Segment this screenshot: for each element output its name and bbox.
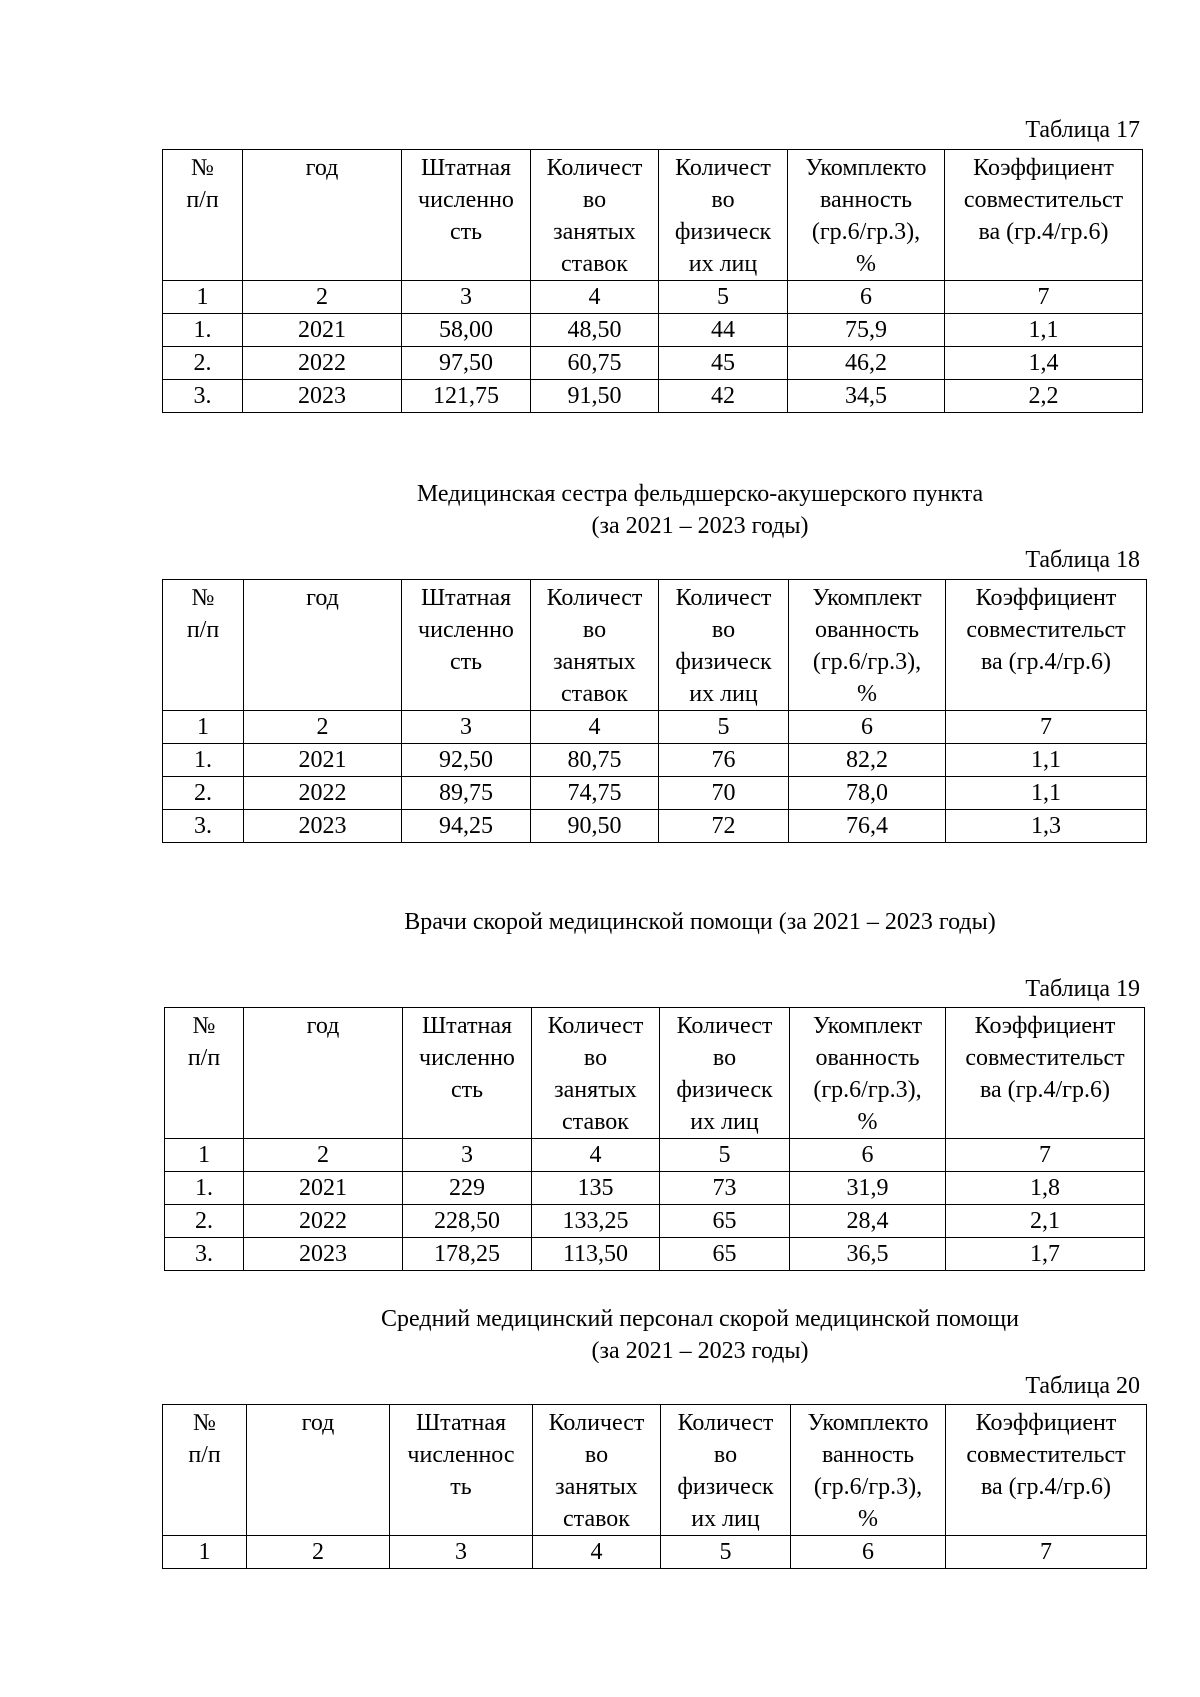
table-cell: 1 <box>163 281 243 314</box>
table-row <box>163 810 1147 843</box>
table-cell: 1. <box>165 1172 244 1205</box>
header-cell-number: № п/п <box>163 150 243 281</box>
table-row <box>165 1205 1145 1238</box>
table-cell: 5 <box>659 281 788 314</box>
table-cell: 5 <box>661 1536 791 1569</box>
table-cell: 1. <box>163 744 244 777</box>
header-cell-individuals: Количест во физическ их лиц <box>659 150 788 281</box>
table-cell: 65 <box>660 1205 790 1238</box>
table-cell: 34,5 <box>788 380 945 413</box>
table-cell: 74,75 <box>531 777 659 810</box>
table-cell: 78,0 <box>789 777 946 810</box>
table-cell: 89,75 <box>402 777 531 810</box>
table-row <box>165 1172 1145 1205</box>
table-cell: 2 <box>244 711 402 744</box>
table-cell: 2. <box>163 777 244 810</box>
table-header-row <box>163 580 1147 711</box>
table-17-label: Таблица 17 <box>1025 117 1140 143</box>
header-cell-year: год <box>244 580 402 711</box>
header-cell-number: № п/п <box>163 580 244 711</box>
header-cell-individuals: Количест во физическ их лиц <box>661 1405 791 1536</box>
table-cell: 7 <box>945 281 1143 314</box>
table-cell: 1,3 <box>946 810 1147 843</box>
table-cell: 60,75 <box>531 347 659 380</box>
table-cell: 44 <box>659 314 788 347</box>
table-cell: 75,9 <box>788 314 945 347</box>
table-cell: 92,50 <box>402 744 531 777</box>
table-row <box>163 744 1147 777</box>
table-cell: 1,1 <box>946 744 1147 777</box>
table-20 <box>162 1404 1147 1569</box>
table-cell: 2 <box>243 281 402 314</box>
table-cell: 2,1 <box>946 1205 1145 1238</box>
header-cell-number: № п/п <box>163 1405 247 1536</box>
header-cell-combination-coefficient: Коэффициент совместительст ва (гр.4/гр.6) <box>946 580 1147 711</box>
table-cell: 1,1 <box>946 777 1147 810</box>
table-cell: 5 <box>660 1139 790 1172</box>
header-cell-year: год <box>243 150 402 281</box>
table-cell: 72 <box>659 810 789 843</box>
table-cell: 2023 <box>244 1238 403 1271</box>
table-cell: 1,4 <box>945 347 1143 380</box>
header-cell-staffing-rate: Укомплекто ванность (гр.6/гр.3), % <box>791 1405 946 1536</box>
table-cell: 36,5 <box>790 1238 946 1271</box>
header-cell-individuals: Количест во физическ их лиц <box>660 1008 790 1139</box>
table-cell: 4 <box>532 1139 660 1172</box>
table-cell: 3. <box>165 1238 244 1271</box>
table-cell: 1 <box>163 711 244 744</box>
table-numbering-row <box>163 1536 1147 1569</box>
header-cell-number: № п/п <box>165 1008 244 1139</box>
table-cell: 2023 <box>243 380 402 413</box>
table-cell: 2. <box>165 1205 244 1238</box>
table-cell: 135 <box>532 1172 660 1205</box>
table-cell: 6 <box>790 1139 946 1172</box>
table-cell: 91,50 <box>531 380 659 413</box>
table-numbering-row <box>163 711 1147 744</box>
header-cell-staffing-rate: Укомплект ованность (гр.6/гр.3), % <box>790 1008 946 1139</box>
table-cell: 7 <box>946 711 1147 744</box>
table-cell: 7 <box>946 1536 1147 1569</box>
table-cell: 46,2 <box>788 347 945 380</box>
table-cell: 6 <box>788 281 945 314</box>
table-cell: 2021 <box>243 314 402 347</box>
table-18-heading-line2: (за 2021 – 2023 годы) <box>591 513 809 539</box>
header-cell-staffing-rate: Укомплекто ванность (гр.6/гр.3), % <box>788 150 945 281</box>
header-cell-occupied-positions: Количест во занятых ставок <box>533 1405 661 1536</box>
table-cell: 90,50 <box>531 810 659 843</box>
table-19 <box>164 1007 1145 1271</box>
header-cell-year: год <box>244 1008 403 1139</box>
table-cell: 121,75 <box>402 380 531 413</box>
table-cell: 228,50 <box>403 1205 532 1238</box>
table-cell: 73 <box>660 1172 790 1205</box>
header-cell-staffing-rate: Укомплект ованность (гр.6/гр.3), % <box>789 580 946 711</box>
header-cell-combination-coefficient: Коэффициент совместительст ва (гр.4/гр.6) <box>946 1405 1147 1536</box>
table-cell: 1,8 <box>946 1172 1145 1205</box>
table-numbering-row <box>163 281 1143 314</box>
table-cell: 76,4 <box>789 810 946 843</box>
table-cell: 4 <box>531 281 659 314</box>
table-cell: 3 <box>402 281 531 314</box>
table-cell: 3 <box>403 1139 532 1172</box>
table-cell: 229 <box>403 1172 532 1205</box>
table-cell: 5 <box>659 711 789 744</box>
table-19-heading-line1: Врачи скорой медицинской помощи (за 2021 – 2023 годы) <box>404 909 996 935</box>
table-cell: 178,25 <box>403 1238 532 1271</box>
table-cell: 1 <box>163 1536 247 1569</box>
table-cell: 2021 <box>244 1172 403 1205</box>
header-cell-combination-coefficient: Коэффициент совместительст ва (гр.4/гр.6) <box>946 1008 1145 1139</box>
table-cell: 1. <box>163 314 243 347</box>
table-cell: 2022 <box>244 777 402 810</box>
table-cell: 133,25 <box>532 1205 660 1238</box>
table-cell: 97,50 <box>402 347 531 380</box>
table-cell: 1,7 <box>946 1238 1145 1271</box>
table-cell: 113,50 <box>532 1238 660 1271</box>
table-cell: 4 <box>533 1536 661 1569</box>
table-cell: 2. <box>163 347 243 380</box>
table-cell: 2,2 <box>945 380 1143 413</box>
table-row <box>165 1238 1145 1271</box>
table-cell: 2023 <box>244 810 402 843</box>
table-header-row <box>163 150 1143 281</box>
table-20-heading-line2: (за 2021 – 2023 годы) <box>591 1338 809 1364</box>
table-cell: 2021 <box>244 744 402 777</box>
table-cell: 65 <box>660 1238 790 1271</box>
header-cell-staff-positions: Штатная численно сть <box>403 1008 532 1139</box>
table-cell: 2 <box>244 1139 403 1172</box>
header-cell-year: год <box>247 1405 390 1536</box>
table-cell: 76 <box>659 744 789 777</box>
table-row <box>163 380 1143 413</box>
table-cell: 28,4 <box>790 1205 946 1238</box>
table-cell: 2022 <box>244 1205 403 1238</box>
header-cell-staff-positions: Штатная численно сть <box>402 580 531 711</box>
table-cell: 48,50 <box>531 314 659 347</box>
table-cell: 1,1 <box>945 314 1143 347</box>
header-cell-occupied-positions: Количест во занятых ставок <box>531 150 659 281</box>
table-row <box>163 347 1143 380</box>
table-18 <box>162 579 1147 843</box>
table-18-heading-line1: Медицинская сестра фельдшерско-акушерского пункта <box>416 481 984 507</box>
table-17 <box>162 149 1143 413</box>
table-cell: 80,75 <box>531 744 659 777</box>
table-numbering-row <box>165 1139 1145 1172</box>
table-cell: 6 <box>789 711 946 744</box>
table-cell: 82,2 <box>789 744 946 777</box>
header-cell-individuals: Количест во физическ их лиц <box>659 580 789 711</box>
table-row <box>163 314 1143 347</box>
table-cell: 3 <box>390 1536 533 1569</box>
table-20-label: Таблица 20 <box>1025 1373 1140 1399</box>
header-cell-staff-positions: Штатная численно сть <box>402 150 531 281</box>
table-cell: 3. <box>163 810 244 843</box>
header-cell-staff-positions: Штатная численнос ть <box>390 1405 533 1536</box>
table-cell: 2022 <box>243 347 402 380</box>
table-cell: 31,9 <box>790 1172 946 1205</box>
table-cell: 1 <box>165 1139 244 1172</box>
table-18-label: Таблица 18 <box>1025 547 1140 573</box>
header-cell-combination-coefficient: Коэффициент совместительст ва (гр.4/гр.6) <box>945 150 1143 281</box>
table-cell: 70 <box>659 777 789 810</box>
table-cell: 3 <box>402 711 531 744</box>
table-header-row <box>165 1008 1145 1139</box>
table-cell: 42 <box>659 380 788 413</box>
table-cell: 3. <box>163 380 243 413</box>
table-cell: 2 <box>247 1536 390 1569</box>
table-header-row <box>163 1405 1147 1536</box>
header-cell-occupied-positions: Количест во занятых ставок <box>532 1008 660 1139</box>
table-cell: 94,25 <box>402 810 531 843</box>
table-cell: 4 <box>531 711 659 744</box>
table-row <box>163 777 1147 810</box>
table-cell: 7 <box>946 1139 1145 1172</box>
table-19-label: Таблица 19 <box>1025 976 1140 1002</box>
table-cell: 6 <box>791 1536 946 1569</box>
table-20-heading-line1: Средний медицинский персонал скорой медицинской помощи <box>381 1306 1019 1332</box>
table-cell: 58,00 <box>402 314 531 347</box>
header-cell-occupied-positions: Количест во занятых ставок <box>531 580 659 711</box>
table-cell: 45 <box>659 347 788 380</box>
